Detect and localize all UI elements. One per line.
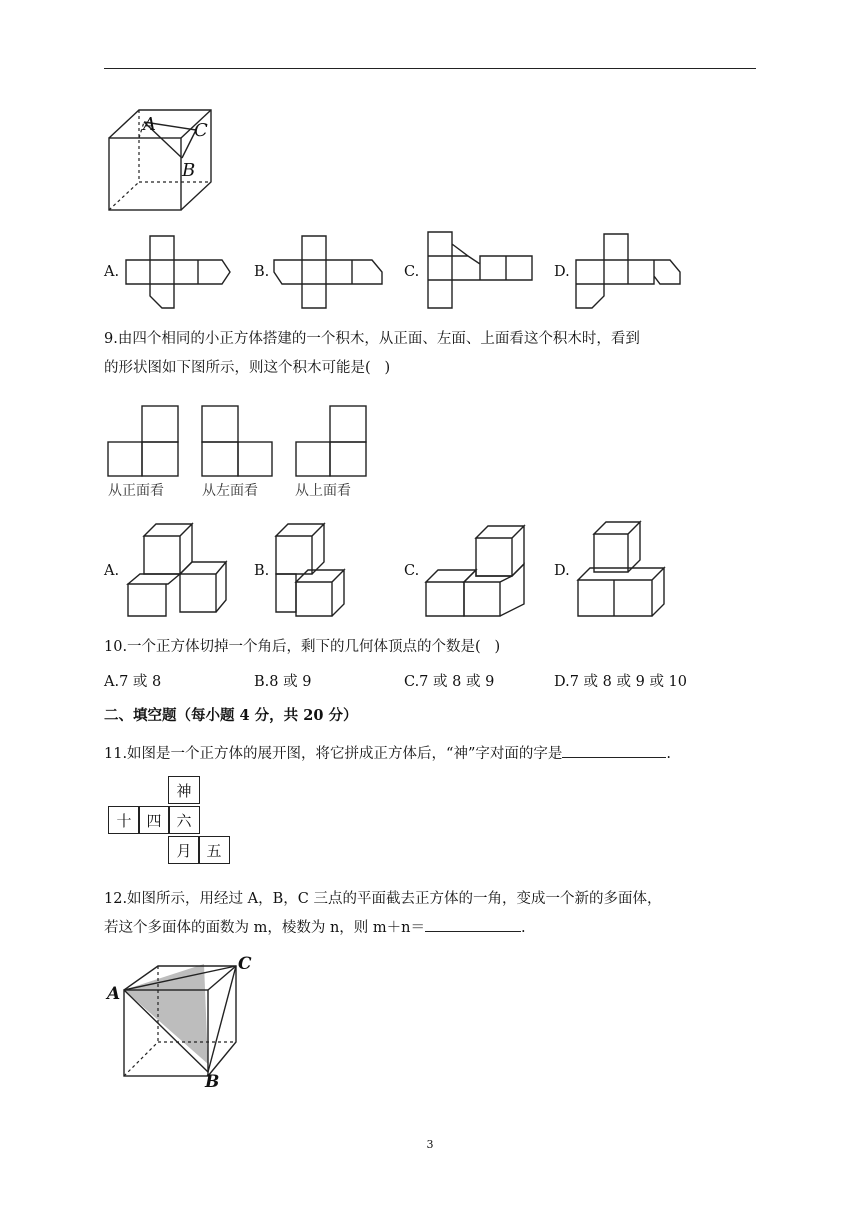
q9-option-d-label[interactable]: D. xyxy=(554,563,570,579)
q8-option-c-net[interactable] xyxy=(424,230,539,312)
q11-cell-wu: 五 xyxy=(198,836,230,864)
q9-view-front-label: 从正面看 xyxy=(108,483,164,499)
q12-end: . xyxy=(521,920,526,936)
q10-text: 10.一个正方体切掉一个角后，剩下的几何体顶点的个数是( ) xyxy=(104,639,501,655)
q8-cube-figure xyxy=(104,100,224,215)
q11-text xyxy=(104,741,671,767)
q11-cell-shen: 神 xyxy=(168,776,200,804)
q9-option-b-label[interactable]: B. xyxy=(254,563,270,579)
q11-answer-blank[interactable] xyxy=(562,743,666,758)
q9-option-c-label[interactable]: C. xyxy=(404,563,420,579)
q9-view-top-label: 从上面看 xyxy=(295,483,351,499)
q9-view-left-label: 从左面看 xyxy=(202,483,258,499)
q8-option-a-label[interactable]: A. xyxy=(104,264,120,280)
q8-option-b-net[interactable] xyxy=(272,232,392,312)
q8-option-b-label[interactable]: B. xyxy=(254,264,270,280)
q9-view-top xyxy=(294,404,368,476)
header-rule xyxy=(104,68,756,69)
q12-cube-figure xyxy=(120,962,250,1082)
q9-view-left xyxy=(200,404,274,476)
q8-label-b: B xyxy=(182,160,196,181)
q9-option-c-figure[interactable] xyxy=(424,520,534,620)
q11-question: 11.如图是一个正方体的展开图，将它拼成正方体后，“神”字对面的字是 xyxy=(104,746,563,762)
q11-cell-liu: 六 xyxy=(168,806,200,834)
q12-label-c: C xyxy=(238,954,252,974)
q10-choice-c[interactable]: C.7 或 8 或 9 xyxy=(404,674,495,690)
q8-option-a-net[interactable] xyxy=(124,232,234,312)
q9-option-b-figure[interactable] xyxy=(272,520,372,620)
q8-option-d-net[interactable] xyxy=(574,232,689,312)
q11-end: . xyxy=(666,746,671,762)
q8-option-c-label[interactable]: C. xyxy=(404,264,420,280)
q12-question: 若这个多面体的面数为 m，棱数为 n，则 m＋n＝ xyxy=(104,920,426,936)
q8-option-d-label[interactable]: D. xyxy=(554,264,570,280)
q8-label-c: C xyxy=(194,120,208,141)
q9-view-front xyxy=(106,404,180,476)
page-number: 3 xyxy=(426,1138,434,1151)
q9-option-a-label[interactable]: A. xyxy=(104,563,120,579)
q12-label-b: B xyxy=(205,1072,220,1092)
q10-choice-a[interactable]: A.7 或 8 xyxy=(104,674,162,690)
q8-label-a: A xyxy=(143,114,156,135)
q11-cell-yue: 月 xyxy=(168,836,200,864)
q9-option-d-figure[interactable] xyxy=(576,518,676,618)
q12-answer-blank[interactable] xyxy=(425,917,521,932)
q11-cell-shi: 十 xyxy=(108,806,140,834)
q9-line-1: 9.由四个相同的小正方体搭建的一个积木，从正面、左面、上面看这个积木时，看到 xyxy=(104,331,640,347)
q10-choice-d[interactable]: D.7 或 8 或 9 或 10 xyxy=(554,674,687,690)
q9-option-a-figure[interactable] xyxy=(126,520,236,620)
section-2-title: 二、填空题（每小题 4 分，共 20 分） xyxy=(104,707,358,724)
q10-choice-b[interactable]: B.8 或 9 xyxy=(254,674,312,690)
q9-line-2: 的形状图如下图所示，则这个积木可能是( ) xyxy=(104,360,391,376)
q12-line-2 xyxy=(104,915,526,941)
q12-label-a: A xyxy=(107,984,121,1004)
q11-cell-si: 四 xyxy=(138,806,170,834)
q12-line-1: 12.如图所示，用经过 A，B，C 三点的平面截去正方体的一角，变成一个新的多面体， xyxy=(104,891,662,907)
